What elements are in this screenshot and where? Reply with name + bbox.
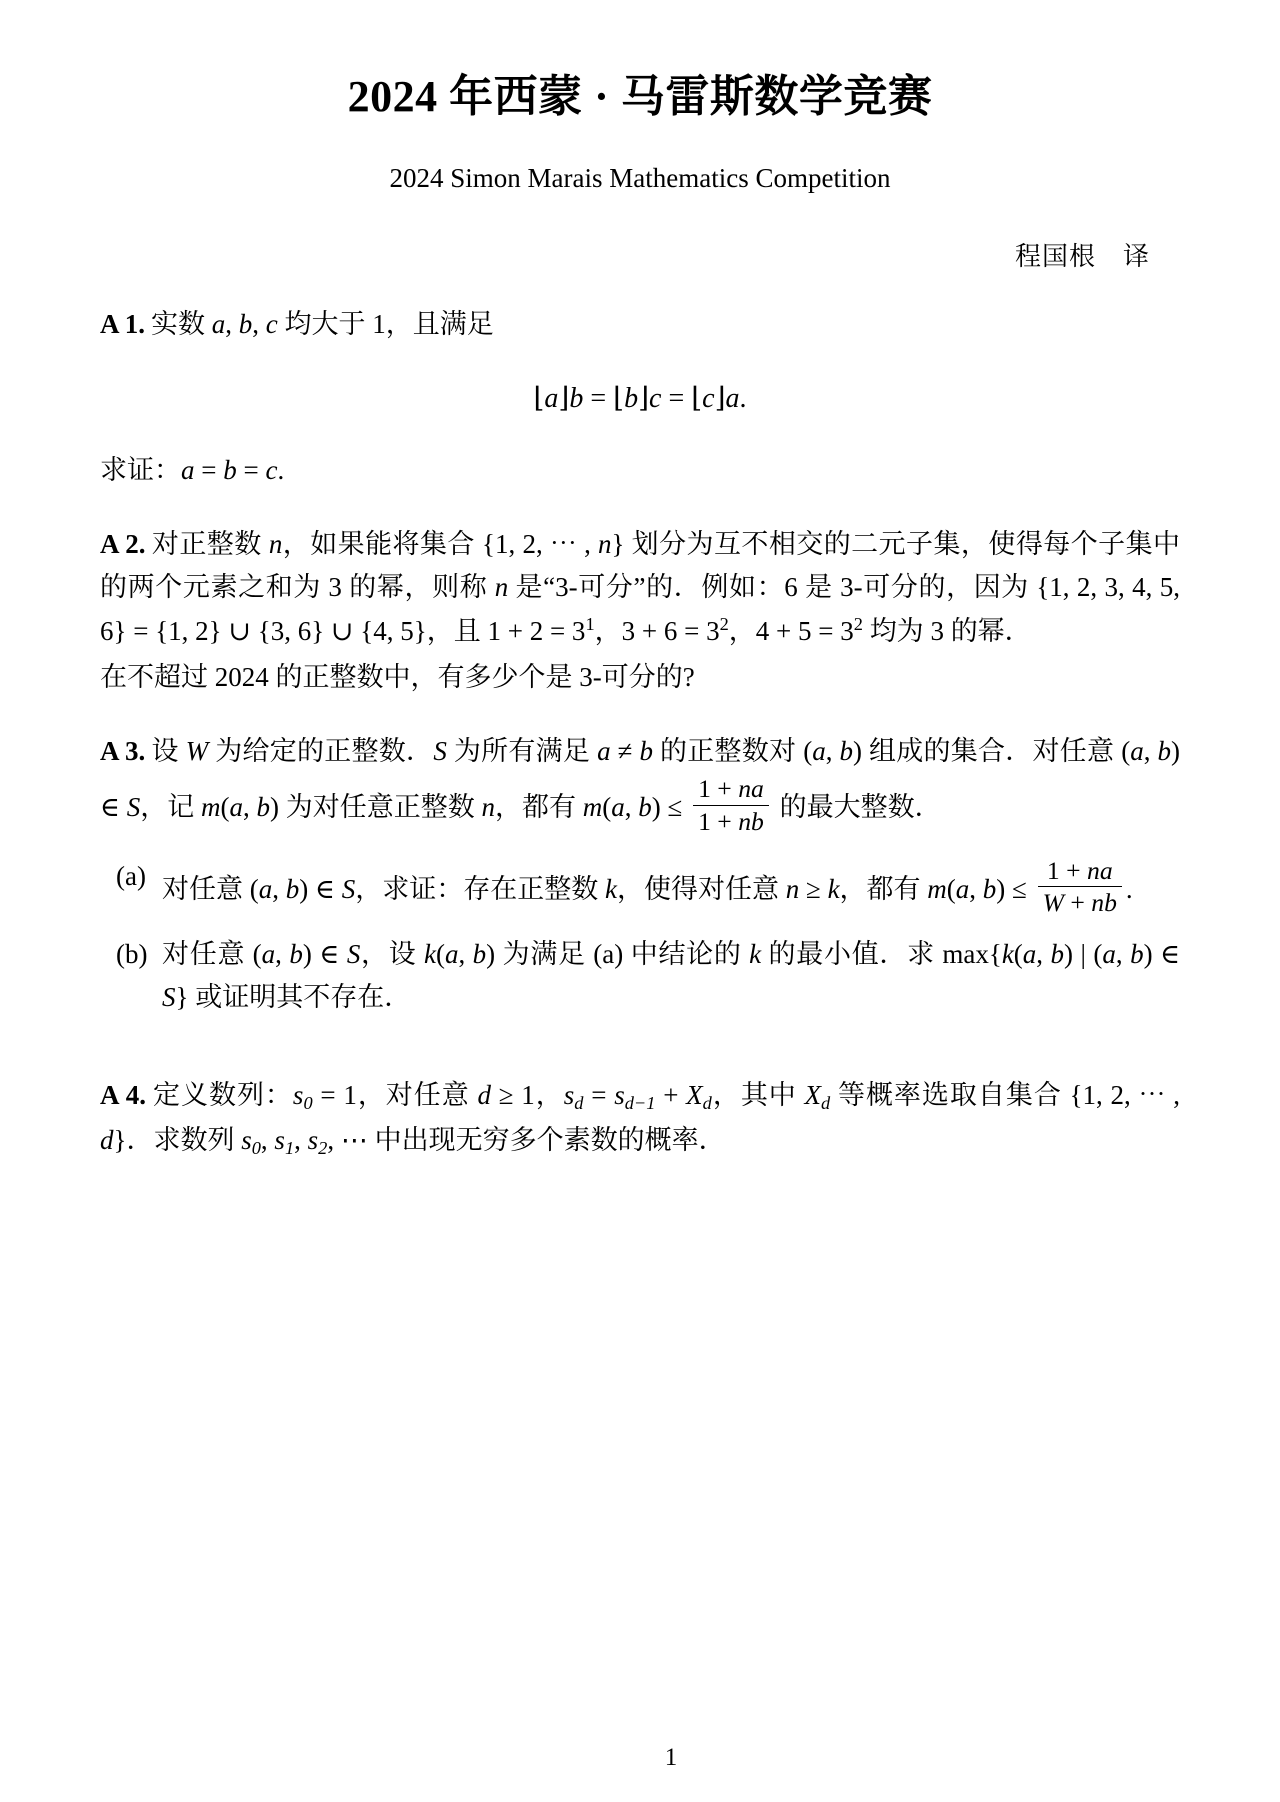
page-subtitle: 2024 Simon Marais Mathematics Competition <box>389 163 891 194</box>
problem-a3-parts <box>100 855 1180 1020</box>
problem-a3-stem: 设 W 为给定的正整数．S 为所有满足 a ≠ b 的正整数对 (a, b) 组成的集合．对任意 (a, b) ∈ S，记 m(a, b) 为对任意正整数 n，都有 m(a, b) ≤ $\frac{1 + na}{1 + nb}$ 的最大整数． <box>100 735 1181 836</box>
problem-a2 <box>100 523 1180 654</box>
problem-a1-text: 实数 a, b, c 均大于 1，且满足 <box>151 309 494 340</box>
problem-a2-text: 对正整数 n，如果能将集合 {1, 2, ⋯ , n} 划分为互不相交的二元子集，使得每个子集中的两个元素之和为 3 的幂，则称 n 是“3-可分”的．例如：6 是 3-可分的，因为 {1, 2, 3, 4, 5, 6} = {1, 2} ∪ {3, 6} ∪ {4, 5}，且 $1 + 2 = 3^1$，$3 + 6 = 3^2$，$4 + 5 = 3^2$ 均为 3 的幂． <box>100 528 1181 647</box>
problem-a3 <box>100 730 1180 837</box>
problem-a4-label: A 4. <box>100 1080 146 1111</box>
problem-a3-part-b-text: 对任意 (a, b) ∈ S，设 k(a, b) 为满足 (a) 中结论的 k 的最小值．求 max{k(a, b) | (a, b) ∈ S} 或证明其不存在． <box>162 938 1181 1013</box>
problem-a3-part-a-text: 对任意 (a, b) ∈ S，求证：存在正整数 k，使得对任意 n ≥ k，都有 m(a, b) ≤ $\frac{1 + na}{W + nb}$ . <box>162 856 1133 918</box>
problem-a3-part-b <box>100 933 1180 1020</box>
problem-a4 <box>100 1074 1180 1164</box>
problem-a3-label: A 3. <box>100 735 146 766</box>
problem-a2-question: 在不超过 2024 的正整数中，有多少个是 3-可分的? <box>100 661 695 692</box>
page-title: 2024 年西蒙 · 马雷斯数学竞赛 <box>347 72 933 121</box>
problem-a2-label: A 2. <box>100 528 146 559</box>
problem-a1 <box>100 303 1180 347</box>
problem-a1-display-equation: ⌊a⌋b = ⌊b⌋c = ⌊c⌋a. <box>533 382 747 414</box>
problem-a3-part-a <box>100 855 1180 919</box>
problem-a3-part-a-mark: (a) <box>116 861 146 892</box>
translator-credit: 程国根 译 <box>1014 242 1150 272</box>
problem-a3-part-b-mark: (b) <box>116 938 148 969</box>
page-number: 1 <box>664 1744 678 1771</box>
problem-a1-label: A 1. <box>100 309 146 340</box>
problem-a1-conclusion: 求证：a = b = c. <box>100 454 285 485</box>
problem-a4-text: 定义数列：$s_0 = 1$，对任意 d ≥ 1，$s_d = s_{d-1} + X_d$，其中 $X_d$ 等概率选取自集合 {1, 2, ⋯ , d}．求数列 $s_0$, $s_1$, $s_2$, ⋯ 中出现无穷多个素数的概率． <box>100 1080 1181 1159</box>
